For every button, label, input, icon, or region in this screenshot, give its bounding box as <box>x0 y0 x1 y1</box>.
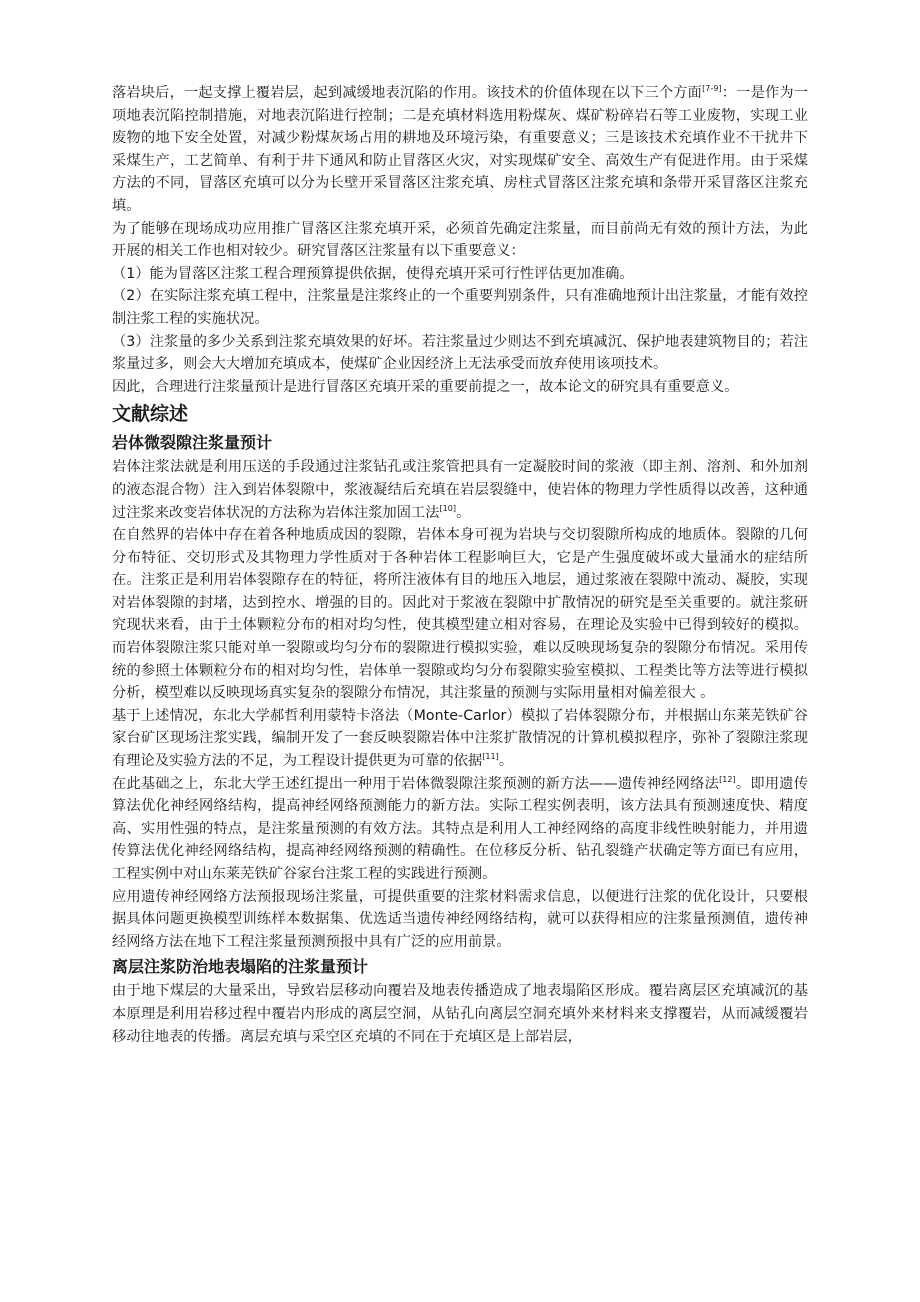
paragraph-text: 。即用遗传算法优化神经网络结构，提高神经网络预测能力的新方法。实际工程实例表明，该方法具有预测速度快、精度高、实用性强的特点，是注浆量预测的有效方法。其特点是利用人工神经网络的高度非线性映射能力，并用遗传算法优化神经网络结构，提高神经网络预测的精确性。在位移反分析、钻孔裂缝产状确定等方面已有应用，工程实例中对山东莱芜铁矿谷家台注浆工程的实践进行预测。 <box>112 775 808 882</box>
document-page <box>112 82 808 1048</box>
list-item: （3）注浆量的多少关系到注浆充填效果的好坏。若注浆量过少则达不到充填减沉、保护地表建筑物目的；若注浆量过多，则会大大增加充填成本，使煤矿企业因经济上无法承受而放弃使用该项技术。 <box>112 333 808 373</box>
subsection-heading: 离层注浆防治地表塌陷的注浆量预计 <box>112 957 369 977</box>
paragraph <box>112 705 808 773</box>
citation-ref: [12] <box>719 774 736 784</box>
section-heading: 文献综述 <box>112 403 189 426</box>
paragraph <box>112 456 808 524</box>
paragraph <box>112 773 808 886</box>
paragraph-text: 。 <box>498 753 514 770</box>
paragraph-text: ：一是作为一项地表沉陷控制措施，对地表沉陷进行控制；二是充填材料选用粉煤灰、煤矿粉碎岩石等工业废物，实现工业废物的地下安全处置，对减少粉煤灰场占用的耕地及环境污染，有重要意义；三是该技术充填作业不干扰井下采煤生产，工艺简单、有利于井下通风和防止冒落区火灾，对实现煤矿安全、高效生产有促进作用。由于采煤方法的不同，冒落区充填可以分为长壁开采冒落区注浆充填、房柱式冒落区注浆充填和条带开采冒落区注浆充填。 <box>112 85 808 214</box>
paragraph: 因此，合理进行注浆量预计是进行冒落区充填开采的重要前提之一，故本论文的研究具有重要意义。 <box>112 378 739 395</box>
paragraph: 应用遗传神经网络方法预报现场注浆量，可提供重要的注浆材料需求信息，以便进行注浆的优化设计，只要根据具体问题更换模型训练样本数据集、优选适当遗传神经网络结构，就可以获得相应的注浆量预测值，遗传神经网络方法在地下工程注浆量预测预报中具有广泛的应用前景。 <box>112 888 808 950</box>
citation-ref: [11] <box>482 752 499 762</box>
paragraph-text: 在此基础之上，东北大学王述红提出一种用于岩体微裂隙注浆预测的新方法——遗传神经网络法 <box>112 775 720 792</box>
citation-ref: [10] <box>439 503 457 513</box>
list-item: （1）能为冒落区注浆工程合理预算提供依据，使得充填开采可行性评估更加准确。 <box>112 265 634 282</box>
paragraph-text: 基于上述情况，东北大学郝哲利用蒙特卡洛法（Monte-Carlor）模拟了岩体裂隙分布，并根据山东莱芜铁矿谷家台矿区现场注浆实践，编制开发了一套反映裂隙岩体中注浆扩散情况的计算机模拟程序，弥补了裂隙注浆现有理论及实验方法的不足，为工程设计提供更为可靠的依据 <box>112 707 808 770</box>
list-item: （2）在实际注浆充填工程中，注浆量是注浆终止的一个重要判别条件，只有准确地预计出注浆量，才能有效控制注浆工程的实施状况。 <box>112 288 808 327</box>
citation-ref: [7-9] <box>702 84 722 93</box>
paragraph: 为了能够在现场成功应用推广冒落区注浆充填开采，必须首先确定注浆量，而目前尚无有效的预计方法，为此开展的相关工作也相对较少。研究冒落区注浆量有以下重要意义： <box>112 220 808 260</box>
paragraph-text: 。 <box>456 504 471 521</box>
paragraph: 在自然界的岩体中存在着各种地质成因的裂隙，岩体本身可视为岩块与交切裂隙所构成的地质体。裂隙的几何分布特征、交切形式及其物理力学性质对于各种岩体工程影响巨大，它是产生强度破坏或大量涌水的症结所在。注浆正是利用岩体裂隙存在的特征，将所注液体有目的地压入地层，通过浆液在裂隙中流动、凝胶，实现对岩体裂隙的封堵，达到控水、增强的目的。因此对于浆液在裂隙中扩散情况的研究是至关重要的。就注浆研究现状来看，由于土体颗粒分布的相对均匀性，使其模型建立相对容易，在理论及实验中已得到较好的模拟。而岩体裂隙注浆只能对单一裂隙或均匀分布的裂隙进行模拟实验，难以反映现场复杂的裂隙分布情况。采用传统的参照土体颗粒分布的相对均匀性，岩体单一裂隙或均匀分布裂隙实验室模拟、工程类比等方法等进行模拟分析，模型难以反映现场真实复杂的裂隙分布情况，其注浆量的预测与实际用量相对偏差很大 。 <box>112 527 808 702</box>
subsection-heading: 岩体微裂隙注浆量预计 <box>112 433 273 453</box>
paragraph-text: 岩体注浆法就是利用压送的手段通过注浆钻孔或注浆管把具有一定凝胶时间的浆液（即主剂、溶剂、和外加剂的液态混合物）注入到岩体裂隙中，浆液凝结后充填在岩层裂缝中，使岩体的物理力学性质得以改善，这种通过注浆来改变岩体状况的方法称为岩体注浆加固工法 <box>112 459 808 521</box>
paragraph-text: 落岩块后，一起支撑上覆岩层，起到减缓地表沉陷的作用。该技术的价值体现在以下三个方面 <box>112 85 703 101</box>
paragraph: 由于地下煤层的大量采出，导致岩层移动向覆岩及地表传播造成了地表塌陷区形成。覆岩离层区充填减沉的基本原理是利用岩移过程中覆岩内形成的离层空洞，从钻孔向离层空洞充填外来材料来支撑覆岩，从而减缓覆岩移动往地表的传播。离层充填与采空区充填的不同在于充填区是上部岩层， <box>112 983 808 1045</box>
paragraph <box>112 82 808 218</box>
